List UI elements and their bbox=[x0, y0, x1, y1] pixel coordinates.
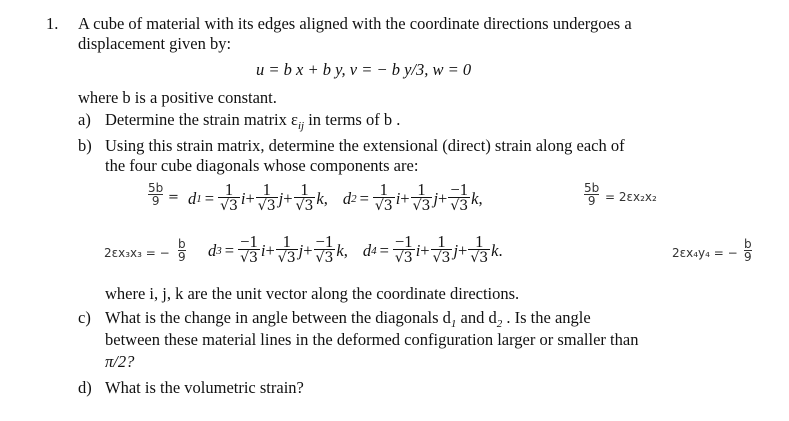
equals-sign: = bbox=[359, 188, 369, 208]
handwritten-note-d2: 5b 9 bbox=[584, 181, 600, 208]
diagonal-subscript: 4 bbox=[371, 244, 377, 257]
handwritten-equals-1: = bbox=[168, 190, 179, 205]
handwritten-note-d4-head: 2εx₄y₄ = − bbox=[672, 246, 738, 260]
coefficient-numerator: 1 bbox=[282, 232, 291, 251]
separator: , bbox=[478, 188, 483, 208]
coefficient-fraction bbox=[218, 182, 240, 215]
coefficient-denominator: √3 bbox=[470, 250, 489, 266]
coefficient-numerator: 1 bbox=[437, 232, 446, 251]
unit-vector: i bbox=[415, 240, 421, 260]
coefficient-fraction bbox=[373, 182, 395, 215]
part-a-label: a) bbox=[78, 110, 91, 129]
separator: , bbox=[343, 240, 348, 260]
unit-vector: i bbox=[240, 188, 246, 208]
unit-vector: k bbox=[491, 240, 499, 260]
part-c-label: c) bbox=[78, 308, 91, 327]
coefficient-numerator: 1 bbox=[417, 180, 426, 199]
coefficient-numerator: 1 bbox=[300, 180, 309, 199]
coefficient-numerator: 1 bbox=[475, 232, 484, 251]
part-d-label: d) bbox=[78, 378, 92, 397]
coefficient-numerator: −1 bbox=[395, 232, 413, 251]
coefficient-numerator: 1 bbox=[262, 180, 271, 199]
unit-vector: j bbox=[278, 188, 284, 208]
coefficient-denominator: √3 bbox=[257, 198, 276, 214]
diagonal-3-equation bbox=[208, 234, 348, 267]
diagonal-name: d bbox=[342, 188, 352, 208]
part-b-label: b) bbox=[78, 136, 92, 155]
plus-sign: + bbox=[400, 188, 410, 208]
coefficient-numerator: −1 bbox=[315, 232, 334, 251]
unit-vector: i bbox=[260, 240, 266, 260]
part-d-text: What is the volumetric strain? bbox=[105, 378, 304, 397]
unit-vector: k bbox=[471, 188, 479, 208]
equals-sign: = bbox=[379, 240, 389, 260]
problem-number: 1. bbox=[46, 14, 59, 33]
coefficient-numerator: −1 bbox=[450, 180, 469, 199]
handwritten-note-d1: 5b 9 bbox=[148, 181, 164, 208]
coefficient-fraction bbox=[256, 182, 278, 215]
diagonal-2-equation bbox=[343, 182, 483, 215]
where-b-line: where b is a positive constant. bbox=[78, 88, 277, 107]
coefficient-fraction bbox=[411, 182, 433, 215]
coefficient-numerator: 1 bbox=[379, 180, 388, 199]
coefficient-fraction bbox=[431, 234, 453, 267]
coefficient-denominator: √3 bbox=[240, 250, 258, 266]
separator: . bbox=[498, 240, 503, 260]
coefficient-denominator: √3 bbox=[450, 198, 469, 214]
diagonals-row-2 bbox=[208, 234, 504, 267]
coefficient-numerator: −1 bbox=[240, 232, 258, 251]
part-b-line-2: the four cube diagonals whose components are: bbox=[105, 156, 419, 175]
plus-sign: + bbox=[283, 188, 293, 208]
unit-vector-note: where i, j, k are the unit vector along the coordinate directions. bbox=[105, 284, 520, 303]
diagonal-1-equation bbox=[188, 182, 328, 215]
coefficient-fraction bbox=[468, 234, 490, 267]
diagonal-name: d bbox=[188, 188, 197, 208]
plus-sign: + bbox=[245, 188, 255, 208]
diagonal-subscript: 2 bbox=[351, 192, 357, 205]
equals-sign: = bbox=[224, 240, 235, 260]
coefficient-denominator: √3 bbox=[412, 198, 431, 214]
coefficient-denominator: √3 bbox=[432, 250, 451, 266]
coefficient-denominator: √3 bbox=[277, 250, 296, 266]
coefficient-fraction bbox=[314, 234, 336, 267]
plus-sign: + bbox=[265, 240, 275, 260]
part-a-text: Determine the strain matrix $\varepsilon_{ij}$ in terms of b . bbox=[105, 110, 401, 132]
part-c-line-2: between these material lines in the deformed configuration larger or smaller than bbox=[105, 330, 639, 349]
plus-sign: + bbox=[438, 188, 448, 208]
handwritten-note-d3-head: 2εx₃x₃ = − bbox=[104, 246, 170, 260]
unit-vector: j bbox=[298, 240, 304, 260]
plus-sign: + bbox=[303, 240, 313, 260]
handwritten-note-d3-frac: b 9 bbox=[178, 237, 186, 264]
diagonal-4-equation bbox=[363, 234, 503, 267]
plus-sign: + bbox=[458, 240, 468, 260]
displacement-equation: u = b x + b y, v = − b y/3, w = 0 bbox=[256, 60, 472, 79]
diagonal-name: d bbox=[362, 240, 372, 260]
coefficient-denominator: √3 bbox=[220, 198, 238, 214]
handwritten-note-d2-tail: = 2εx₂x₂ bbox=[605, 190, 657, 204]
coefficient-fraction bbox=[393, 234, 415, 267]
unit-vector: k bbox=[316, 188, 324, 208]
intro-line-2: displacement given by: bbox=[78, 34, 232, 53]
coefficient-fraction bbox=[238, 234, 260, 267]
unit-vector: i bbox=[395, 188, 401, 208]
diagonals-row-1 bbox=[188, 182, 484, 215]
diagonal-subscript: 3 bbox=[216, 244, 222, 257]
coefficient-numerator: 1 bbox=[224, 180, 234, 199]
diagonal-subscript: 1 bbox=[196, 192, 202, 205]
separator: , bbox=[323, 188, 328, 208]
unit-vector: j bbox=[433, 188, 439, 208]
part-c-line-1: What is the change in angle between the diagonals $d_1$ and $d_2$ . Is the angle bbox=[105, 308, 591, 330]
handwritten-note-d4-frac: b 9 bbox=[744, 237, 752, 264]
coefficient-fraction bbox=[448, 182, 470, 215]
part-c-line-3: π/2? bbox=[105, 352, 135, 371]
coefficient-denominator: √3 bbox=[295, 198, 314, 214]
coefficient-denominator: √3 bbox=[315, 250, 334, 266]
intro-line-1: A cube of material with its edges aligned with the coordinate directions undergoes a bbox=[78, 14, 632, 33]
unit-vector: k bbox=[336, 240, 344, 260]
equals-sign: = bbox=[204, 188, 215, 208]
diagonal-name: d bbox=[208, 240, 217, 260]
unit-vector: j bbox=[453, 240, 459, 260]
coefficient-fraction bbox=[276, 234, 298, 267]
coefficient-denominator: √3 bbox=[394, 250, 413, 266]
plus-sign: + bbox=[420, 240, 430, 260]
coefficient-denominator: √3 bbox=[374, 198, 393, 214]
part-b-line-1: Using this strain matrix, determine the extensional (direct) strain along each of bbox=[105, 136, 625, 155]
coefficient-fraction bbox=[294, 182, 316, 215]
